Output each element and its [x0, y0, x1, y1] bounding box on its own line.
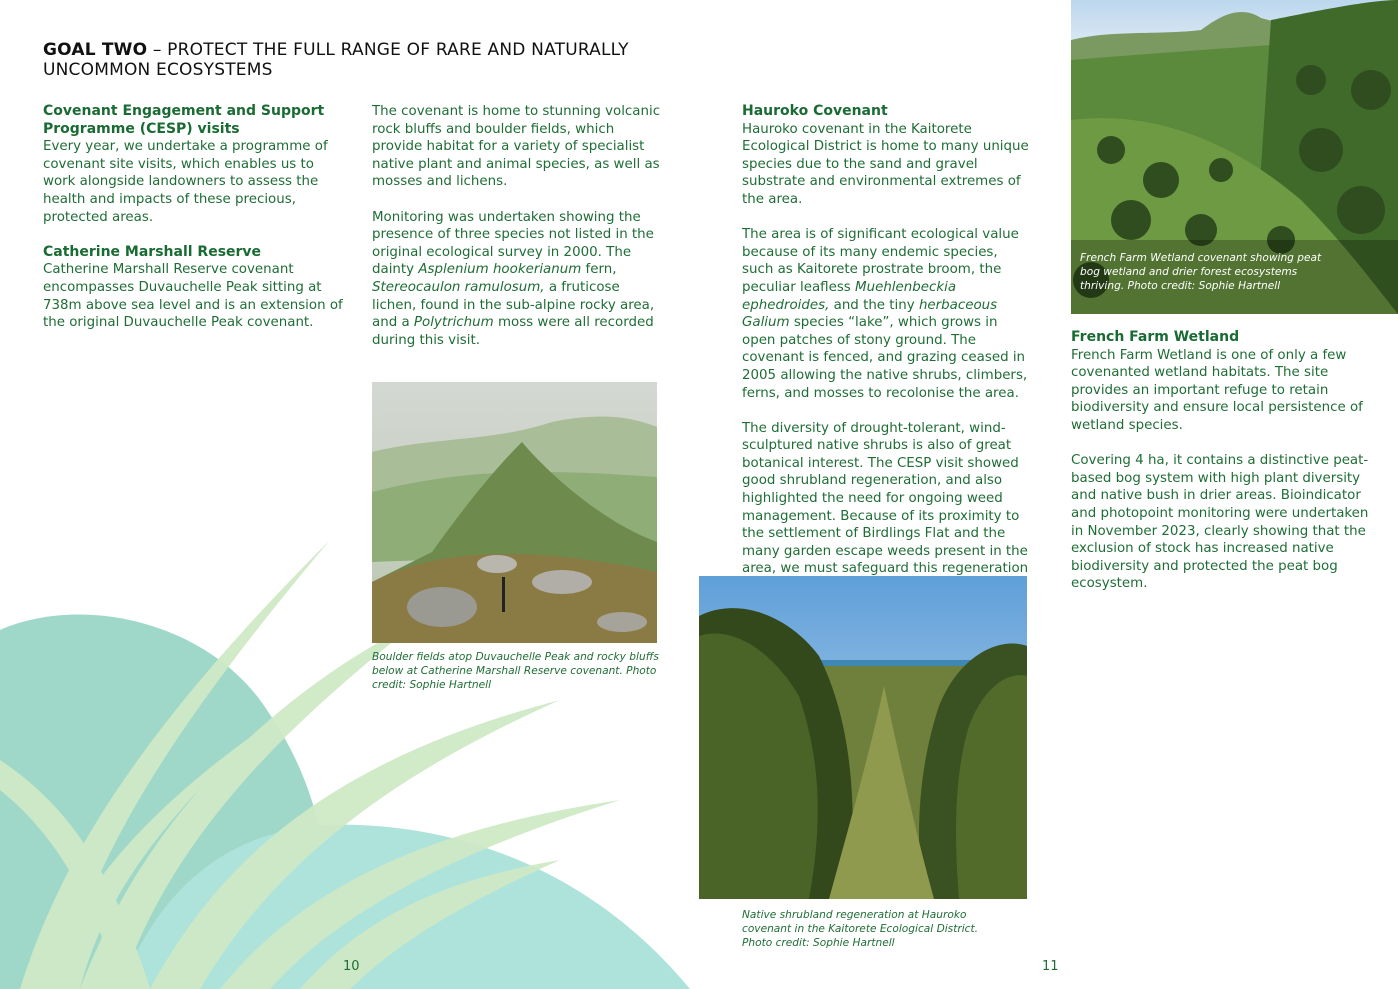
column-3	[742, 103, 1032, 596]
hauroko-paragraph-3: The diversity of drought-tolerant, wind-sculptured native shrubs is also of great botanical interest. The CESP visit showed good shrubland regeneration, and also highlighted the need for ongoing weed management. Because of its proximity to the settlement of Birdlings Flat and the many garden escape weeds present in the area, we must safeguard this regeneration	[742, 420, 1029, 577]
french-farm-photo-caption: French Farm Wetland covenant showing peat bog wetland and drier forest ecosystems thriving. Photo credit: Sophie Hartnell	[1080, 252, 1322, 292]
column-1	[43, 103, 343, 332]
title-goal-label: GOAL TWO	[43, 40, 148, 60]
title-line1: – PROTECT THE FULL RANGE OF RARE AND NATURALLY	[147, 40, 629, 60]
cmr-body: Catherine Marshall Reserve covenant encompasses Duvauchelle Peak sitting at 738m above sea level and is an extension of the original Duvauchelle Peak covenant.	[43, 262, 343, 331]
duvauchelle-peak-photo	[372, 382, 657, 643]
hauroko-paragraph-2: The area is of significant ecological value because of its many endemic species, such as Kaitorete prostrate broom, the peculiar leafless Muehlenbeckia ephedroides, and the tiny herbaceous Galium species “lake”, which grows in open patches of stony ground. The covenant is fenced, and grazing ceased in 2005 allowing the native shrubs, climbers, ferns, and mosses to recolonise the area.	[742, 227, 1028, 401]
page-title	[43, 40, 663, 80]
french-farm-heading: French Farm Wetland	[1071, 329, 1240, 345]
hauroko-shrubland-photo	[699, 576, 1027, 899]
page-number-right: 11	[1042, 959, 1059, 974]
hauroko-heading: Hauroko Covenant	[742, 103, 888, 119]
cmr-heading: Catherine Marshall Reserve	[43, 243, 262, 260]
cesp-heading: Covenant Engagement and Support Programme (CESP) visits	[43, 103, 325, 137]
col2-paragraph-1: The covenant is home to stunning volcanic rock bluffs and boulder fields, which provide habitat for a variety of specialist native plant and animal species, as well as mosses and lichens.	[372, 104, 661, 190]
column-2	[372, 103, 662, 349]
col2-paragraph-2: Monitoring was undertaken showing the presence of three species not listed in the original ecological survey in 2000. The dainty Asplenium hookerianum fern, Stereocaulon ramulosum, a fruticose lichen, found in the sub-alpine rocky area, and a Polytrichum moss were all recorded during this visit.	[372, 209, 655, 348]
hauroko-photo-caption: Native shrubland regeneration at Hauroko covenant in the Kaitorete Ecological District. Photo credit: Sophie Hartnell	[742, 909, 979, 949]
hauroko-paragraph-1: Hauroko covenant in the Kaitorete Ecological District is home to many unique species due to the sand and gravel substrate and environmental extremes of the area.	[742, 121, 1029, 207]
cesp-body: Every year, we undertake a programme of covenant site visits, which enables us to work alongside landowners to assess the health and impacts of these precious, protected areas.	[43, 139, 328, 225]
duvauchelle-photo-caption: Boulder fields atop Duvauchelle Peak and rocky bluffs below at Catherine Marshall Reserve covenant. Photo credit: Sophie Hartnell	[372, 651, 659, 691]
french-farm-paragraph-2: Covering 4 ha, it contains a distinctive peat-based bog system with high plant diversity and native bush in drier areas. Bioindicator and photopoint monitoring were undertaken in November 2023, clearly showing that the exclusion of stock has increased native biodiversity and protected the peat bog ecosystem.	[1071, 453, 1369, 592]
french-farm-paragraph-1: French Farm Wetland is one of only a few covenanted wetland habitats. The site provides an important refuge to retain biodiversity and ensure local persistence of wetland species.	[1071, 347, 1363, 433]
page-number-left: 10	[343, 959, 360, 974]
title-line2: UNCOMMON ECOSYSTEMS	[43, 60, 273, 80]
column-4	[1071, 329, 1371, 593]
